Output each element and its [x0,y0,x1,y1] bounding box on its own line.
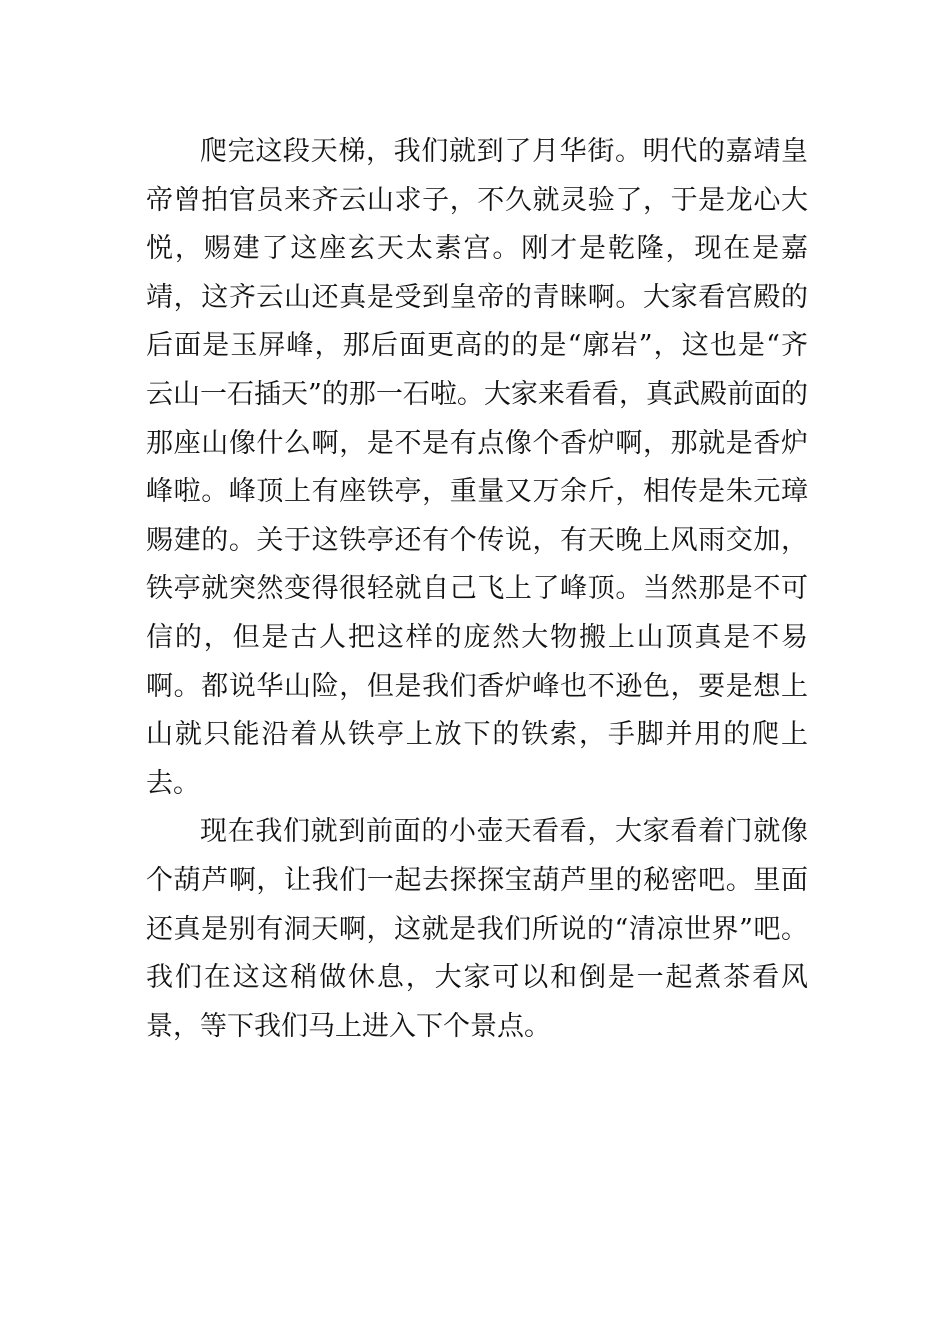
paragraph-2: 现在我们就到前面的小壶天看看，大家看着门就像个葫芦啊，让我们一起去探探宝葫芦里的秘密吧。里面还真是别有洞天啊，这就是我们所说的“清凉世界”吧。我们在这这稍做休息，大家可以和倒是一起煮茶看风景，等下我们马上进入下个景点。 [146,816,808,1042]
document-body [146,128,808,1051]
paragraph-1: 爬完这段天梯，我们就到了月华街。明代的嘉靖皇帝曾拍官员来齐云山求子，不久就灵验了，于是龙心大悦，赐建了这座玄天太素宫。刚才是乾隆，现在是嘉靖，这齐云山还真是受到皇帝的青睐啊。大家看宫殿的后面是玉屏峰，那后面更高的的是“廓岩”，这也是“齐云山一石插天”的那一石啦。大家来看看，真武殿前面的那座山像什么啊，是不是有点像个香炉啊，那就是香炉峰啦。峰顶上有座铁亭，重量又万余斤，相传是朱元璋赐建的。关于这铁亭还有个传说，有天晚上风雨交加，铁亭就突然变得很轻就自己飞上了峰顶。当然那是不可信的，但是古人把这样的庞然大物搬上山顶真是不易啊。都说华山险，但是我们香炉峰也不逊色，要是想上山就只能沿着从铁亭上放下的铁索，手脚并用的爬上去。 [146,136,808,799]
